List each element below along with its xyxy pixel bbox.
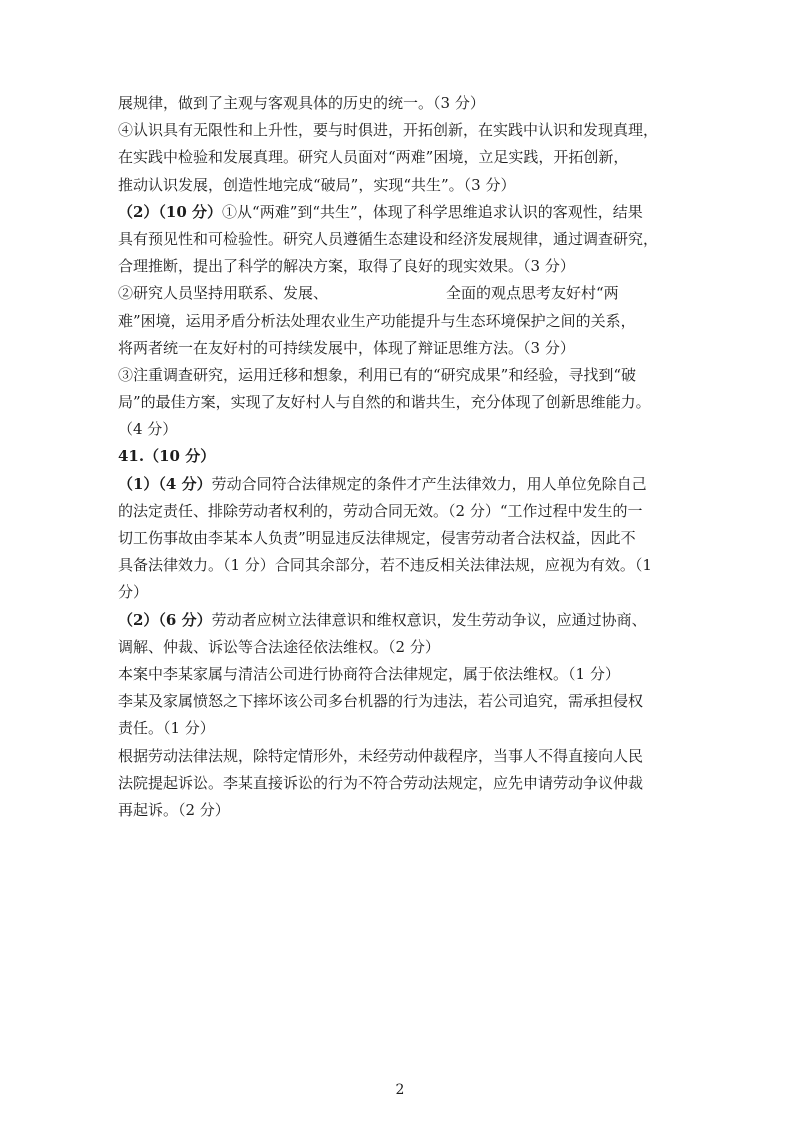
answer-text-block [118,90,688,824]
text-line: ②研究人员坚持用联系、发展、 全面的观点思考友好村“两 [118,284,619,303]
question-label: 41.（10 分） [118,447,216,466]
text-line: 将两者统一在友好村的可持续发展中，体现了辩证思维方法。（3 分） [118,338,575,357]
text-line: 难”困境，运用矛盾分析法处理农业生产功能提升与生态环境保护之间的关系， [118,311,636,330]
text-line: 法院提起诉讼。李某直接诉讼的行为不符合劳动法规定，应先申请劳动争议仲裁 [118,773,644,792]
section-heading-line: （1）（4 分）劳动合同符合法律规定的条件才产生法律效力，用人单位免除自己 [118,474,647,493]
page-number: 2 [395,1082,405,1098]
text-line: 分） [118,583,149,602]
text-line: 根据劳动法律法规，除特定情形外，未经劳动仲裁程序，当事人不得直接向人民 [118,746,644,765]
text-line: 具有预见性和可检验性。研究人员遵循生态建设和经济发展规律，通过调查研究， [118,229,659,248]
text-line: ④认识具有无限性和上升性，要与时俱进，开拓创新，在实践中认识和发现真理， [118,121,659,140]
text-line: 推动认识发展，创造性地完成“破局”，实现“共生”。（3 分） [118,175,516,194]
text-line: 局”的最佳方案，实现了友好村人与自然的和谐共生，充分体现了创新思维能力。 [118,393,651,412]
text-line: 在实践中检验和发展真理。研究人员面对“两难”困境，立足实践，开拓创新， [118,148,629,167]
section-heading-line: （2）（10 分）①从“两难”到“共生”，体现了科学思维追求认识的客观性，结果 [118,202,643,221]
text-line: 合理推断，提出了科学的解决方案，取得了良好的现实效果。（3 分） [118,257,575,276]
text-line: 责任。（1 分） [118,719,215,738]
text-line: （4 分） [118,420,178,439]
section-heading-line: （2）（6 分）劳动者应树立法律意识和维权意识，发生劳动争议，应通过协商、 [118,610,647,629]
text-line: 的法定责任、排除劳动者权利的，劳动合同无效。（2 分）“工作过程中发生的一 [118,501,643,520]
section-label: （1）（4 分） [118,474,212,493]
text-line: 切工伤事故由李某本人负责”明显违反法律规定，侵害劳动者合法权益，因此不 [118,529,636,547]
text-line: 展规律，做到了主观与客观具体的历史的统一。（3 分） [118,94,485,112]
text-line: 调解、仲裁、诉讼等合法途径依法维权。（2 分） [118,637,440,656]
text-line: 本案中李某家属与清洁公司进行协商符合法律规定，属于依法维权。（1 分） [118,664,620,683]
section-label: （2）（6 分） [118,610,212,629]
section-label: （2）（10 分） [118,202,223,221]
question-heading-line [118,443,688,470]
text-line: ③注重调查研究，运用迁移和想象，利用已有的“研究成果”和经验，寻找到“破 [118,365,637,384]
text-line: 具备法律效力。（1 分）合同其余部分，若不违反相关法律法规，应视为有效。（1 [118,556,652,575]
text-line: 李某及家属愤怒之下摔坏该公司多台机器的行为违法，若公司追究，需承担侵权 [118,692,644,711]
text-line: 再起诉。（2 分） [118,800,230,819]
